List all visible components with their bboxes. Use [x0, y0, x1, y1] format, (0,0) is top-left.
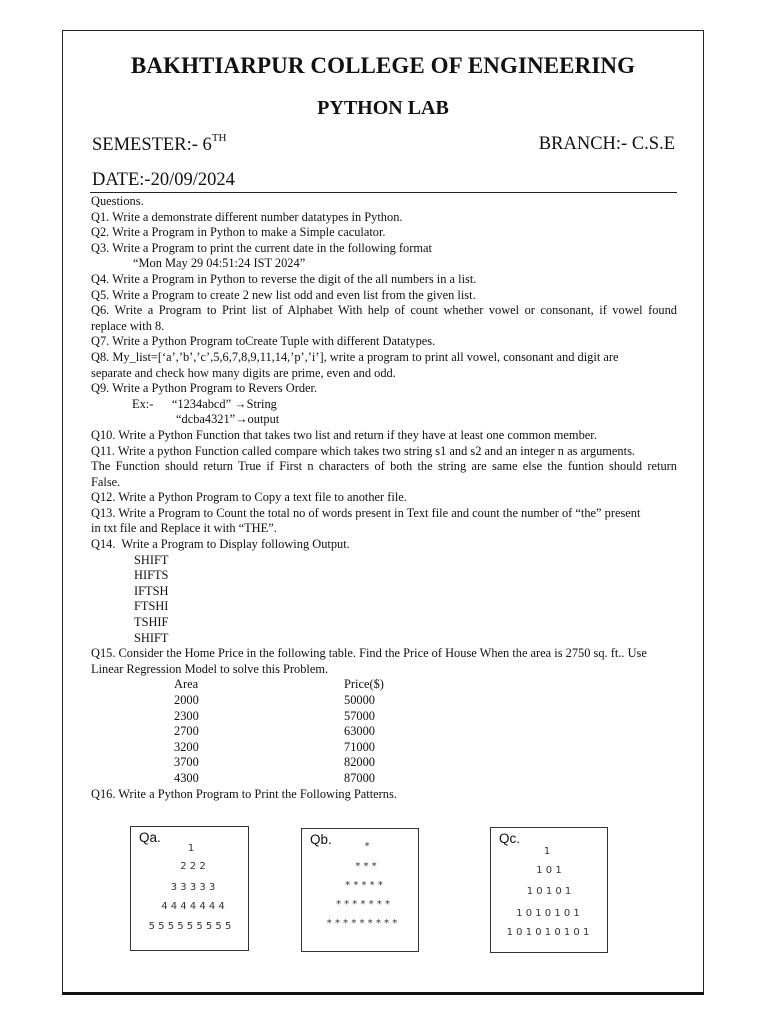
pattern-row: 3 3 3 3 3 — [170, 882, 216, 893]
question-q16: Q16. Write a Python Program to Print the Following Patterns. — [91, 786, 397, 801]
table-cell: 3700 — [174, 755, 199, 770]
lab-title: PYTHON LAB — [317, 97, 449, 119]
pattern-row: * * * * * * * — [335, 899, 391, 910]
pattern-row: * * * * * — [345, 880, 383, 891]
pattern-label-qa: Qa. — [139, 830, 161, 845]
table-cell: 4300 — [174, 770, 199, 785]
question-q6: Q6. Write a Program to Print list of Alphabet With help of count whether vowel or consonant, if vowel found — [91, 303, 677, 318]
table-cell: 2300 — [174, 708, 199, 723]
semester — [92, 132, 226, 156]
pattern-row: 1 — [543, 846, 551, 857]
question-q13: Q13. Write a Program to Count the total no of words present in Text file and count the number of “the” present — [91, 505, 641, 520]
question-q1: Q1. Write a demonstrate different number datatypes in Python. — [91, 209, 403, 224]
question-q9-output: “dcba4321”→output — [176, 412, 280, 427]
header-divider — [90, 192, 677, 193]
question-q11: Q11. Write a python Function called compare which takes two string s1 and s2 and an integer n as arguments. — [91, 443, 635, 458]
question-q2: Q2. Write a Program in Python to make a Simple caculator. — [91, 225, 386, 240]
pattern-label-qb: Qb. — [310, 832, 332, 847]
question-q11-end: False. — [91, 474, 121, 489]
question-q11-cont: The Function should return True if First n characters of both the string are same else the funtion should return — [91, 459, 677, 474]
semester-superscript: TH — [211, 132, 227, 144]
table-cell: 87000 — [344, 770, 375, 785]
q14-output-line: SHIFT — [134, 630, 169, 645]
question-q9: Q9. Write a Python Program to Revers Order. — [91, 381, 318, 396]
branch: BRANCH:- C.S.E — [538, 134, 675, 154]
q14-output-line: FTSHI — [134, 599, 169, 614]
question-q7: Q7. Write a Python Program toCreate Tuple with different Datatypes. — [91, 334, 436, 349]
table-cell: 63000 — [344, 724, 375, 739]
question-list — [91, 194, 677, 802]
college-title: BAKHTIARPUR COLLEGE OF ENGINEERING — [130, 53, 636, 78]
pattern-label-qc: Qc. — [499, 831, 521, 846]
pattern-qc-drawing — [491, 828, 609, 954]
question-q14: Q14. Write a Program to Display following Output. — [91, 537, 350, 552]
question-q8: Q8. My_list=[‘a’,’b’,’c’,5,6,7,8,9,11,14,’p’,’i’], write a program to print all vowel, consonant and digit are — [91, 349, 619, 364]
question-q13-cont: in txt file and Replace it with “THE”. — [91, 521, 277, 536]
assignment-sheet — [62, 30, 704, 995]
questions-heading: Questions. — [91, 194, 144, 208]
date: DATE:-20/09/2024 — [92, 170, 235, 190]
pattern-row: * * * — [355, 861, 377, 872]
pattern-row: * * * * * * * * * — [326, 918, 398, 929]
question-q15: Q15. Consider the Home Price in the following table. Find the Price of House When the area is 2750 sq. ft.. Use — [91, 646, 647, 661]
q14-output-line: TSHIF — [134, 615, 169, 630]
table-cell: 2700 — [174, 724, 199, 739]
pattern-box-qb — [301, 828, 419, 952]
table-cell: 71000 — [344, 739, 375, 754]
table-cell: 50000 — [344, 693, 375, 707]
pattern-box-qa — [130, 826, 249, 951]
price-table — [91, 677, 677, 786]
pattern-box-qc — [490, 827, 608, 953]
table-cell: 82000 — [344, 755, 375, 770]
question-q10: Q10. Write a Python Function that takes two list and return if they have at least one common member. — [91, 427, 597, 442]
q14-output — [91, 553, 677, 647]
question-q12: Q12. Write a Python Program to Copy a text file to another file. — [91, 490, 407, 505]
table-cell: 2000 — [174, 693, 199, 707]
question-q9-example: Ex:- “1234abcd” →String — [132, 396, 277, 411]
pattern-row: 1 0 1 — [536, 865, 562, 876]
table-header-price: Price($) — [344, 677, 384, 692]
question-q6-cont: replace with 8. — [91, 318, 165, 333]
pattern-qa-drawing — [131, 827, 250, 952]
pattern-row: 1 0 1 0 1 0 1 — [516, 908, 580, 919]
pattern-row: 5 5 5 5 5 5 5 5 5 — [148, 921, 232, 932]
pattern-row: 1 0 1 0 1 0 1 0 1 — [506, 927, 590, 938]
pattern-row: 1 0 1 0 1 — [526, 886, 572, 897]
pattern-row: 1 — [187, 843, 195, 854]
pattern-row: 2 2 2 — [180, 861, 206, 872]
semester-text: SEMESTER:- 6 — [92, 135, 212, 155]
pattern-row: * — [364, 841, 370, 852]
question-q3: Q3. Write a Program to print the current date in the following format — [91, 240, 432, 255]
q14-output-line: SHIFT — [134, 552, 169, 567]
table-cell: 3200 — [174, 739, 199, 754]
question-q3-example: “Mon May 29 04:51:24 IST 2024” — [133, 256, 306, 271]
table-cell: 57000 — [344, 708, 375, 723]
question-q15-cont: Linear Regression Model to solve this Problem. — [91, 661, 329, 676]
question-q8-cont: separate and check how many digits are prime, even and odd. — [91, 365, 396, 380]
question-q5: Q5. Write a Program to create 2 new list odd and even list from the given list. — [91, 287, 476, 302]
q14-output-line: IFTSH — [134, 583, 169, 598]
question-q4: Q4. Write a Program in Python to reverse the digit of the all numbers in a list. — [91, 271, 477, 286]
pattern-qb-drawing — [302, 829, 420, 953]
q14-output-line: HIFTS — [134, 568, 169, 583]
pattern-row: 4 4 4 4 4 4 4 — [161, 901, 225, 912]
table-header-area: Area — [174, 677, 199, 692]
